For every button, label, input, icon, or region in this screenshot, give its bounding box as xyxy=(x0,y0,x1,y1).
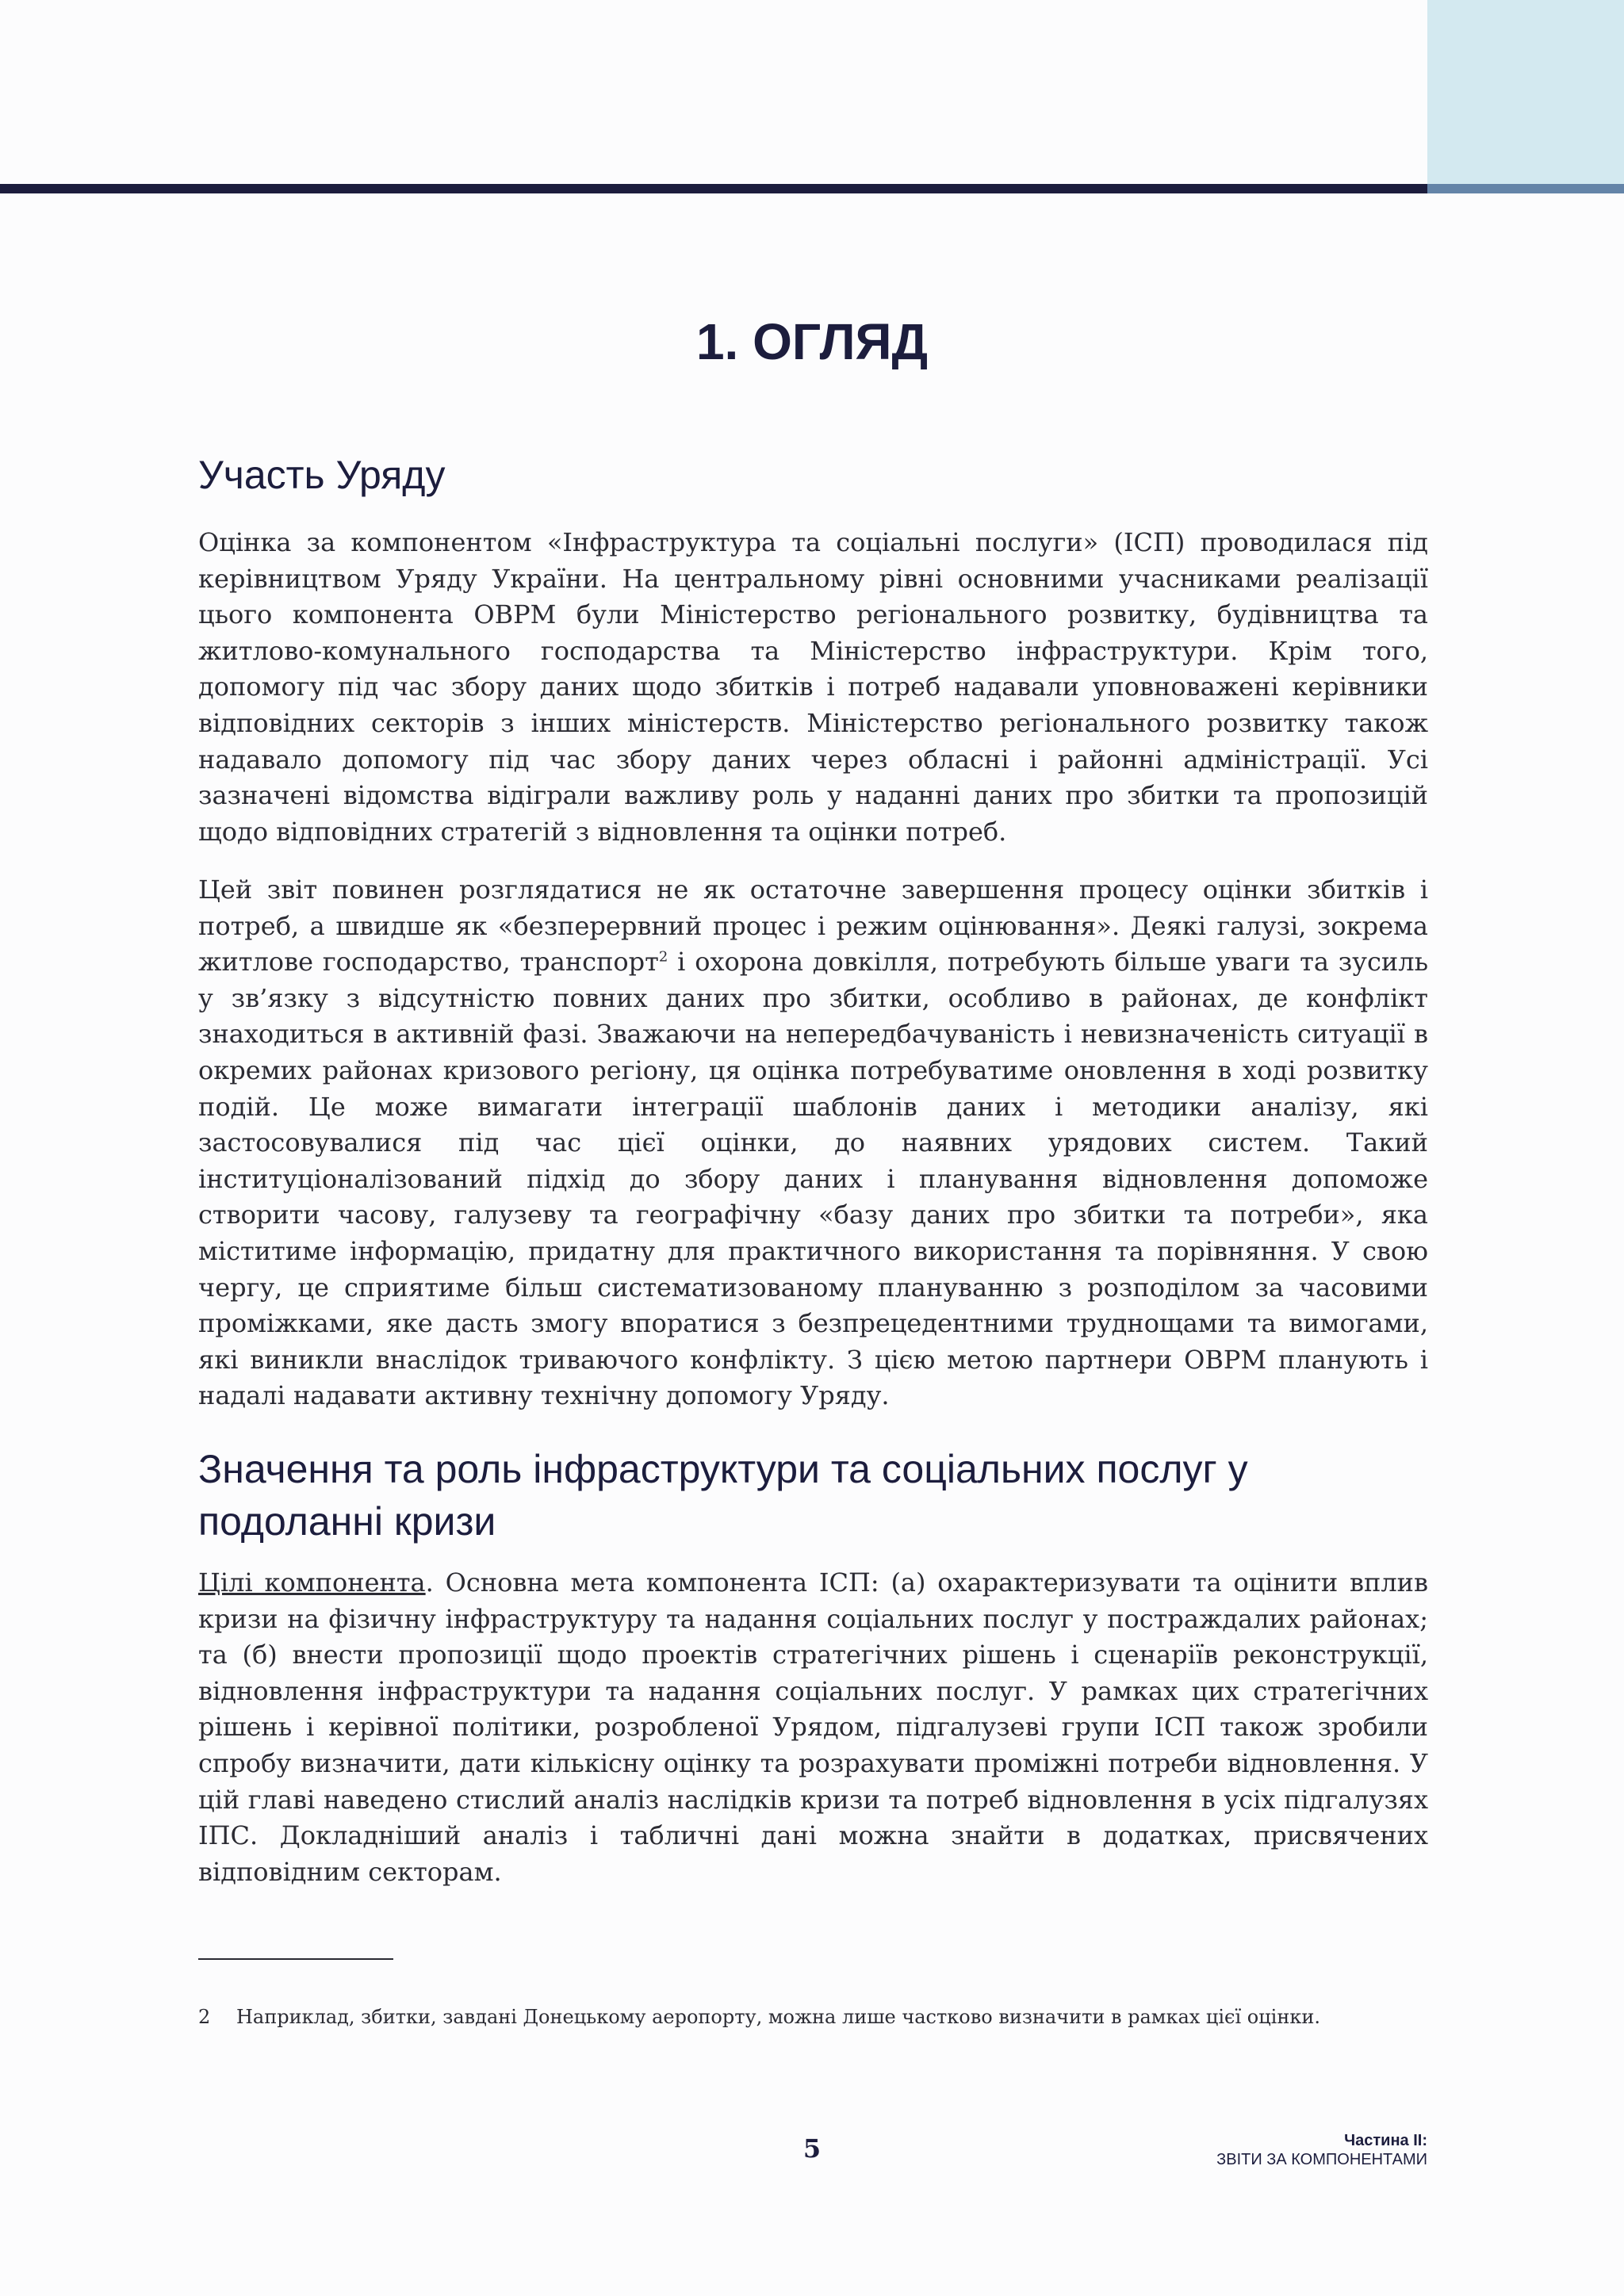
header-rule-accent xyxy=(1427,184,1624,193)
header-corner-block xyxy=(1427,0,1624,184)
header-rule xyxy=(0,184,1427,193)
footer-part-label: Частина II: xyxy=(1344,2132,1427,2149)
paragraph-text: . Основна мета компонента ІСП: (а) охарактеризувати та оцінити вплив кризи на фізичну інфраструктуру та надання соціальних послуг у постраждалих районах; та (б) внести пропозиції щодо проектів стратегічних рішень і сценаріїв реконструкції, відновлення інфраструктури та надання соціальних послуг. У рамках цих стратегічних рішень і керівної політики, розробленої Урядом, підгалузеві групи ІСП також зробили спробу визначити, дати кількісну оцінку та розрахувати проміжні потреби відновлення. У цій главі наведено стислий аналіз наслідків кризи та потреб відновлення в усіх підгалузях ІПС. Докладніший аналіз і табличні дані можна знайти в додатках, присвячених відповідним секторам. xyxy=(198,1567,1429,1887)
footnote-text: Наприклад, збитки, завдані Донецькому аеропорту, можна лише частково визначити в рамках цієї оцінки. xyxy=(236,2006,1320,2028)
footnote-number: 2 xyxy=(198,2006,211,2028)
section-heading-government: Участь Уряду xyxy=(198,453,446,497)
running-footer xyxy=(1216,2131,1427,2169)
paragraph-text: Цей звіт повинен розглядатися не як остаточне завершення процесу оцінки збитків і потреб, а швидше як «безперервний процес і режим оцінювання». Деякі галузі, зокрема житлове господарство, транспорт xyxy=(198,874,1428,978)
paragraph-continuous-assessment xyxy=(198,872,1428,1414)
paragraph-government-participation: Оцінка за компонентом «Інфраструктура та соціальні послуги» (ІСП) проводилася під керівництвом Уряду України. На центральному рівні основними учасниками реалізації цього компонента ОВРМ були Міністерство регіонального розвитку, будівництва та житлово-комунального господарства та Міністерство інфраструктури. Крім того, допомогу під час збору даних щодо збитків і потреб надавали уповноважені керівники відповідних секторів з інших міністерств. Міністерство регіонального розвитку також надавало допомогу під час збору даних через обласні і районні адміністрації. Усі зазначені відомства відіграли важливу роль у наданні даних про збитки та пропозицій щодо відповідних стратегій з відновлення та оцінки потреб. xyxy=(198,527,1428,847)
page-number: 5 xyxy=(802,2133,822,2164)
component-goals-label: Цілі компонента xyxy=(198,1567,426,1598)
footnote xyxy=(198,2004,1435,2030)
paragraph-text: і охорона довкілля, потребують більше уваги та зусиль у зв’язку з відсутністю повних даних про збитки, особливо в районах, де конфлікт знаходиться в активній фазі. Зважаючи на непередбачуваність і невизначеність ситуації в окремих районах кризового регіону, ця оцінка потребуватиме оновлення в ході розвитку подій. Це може вимагати інтеграції шаблонів даних і методики аналізу, які застосовувалися під час цієї оцінки, до наявних урядових систем. Такий інституціоналізований підхід до збору даних і планування відновлення допоможе створити часову, галузеву та географічну «базу даних про збитки та потреби», яка міститиме інформацію, придатну для практичного використання та порівняння. У свою чергу, це сприятиме більш систематизованому плануванню з розподілом за часовими проміжками, яке дасть змогу впоратися з безпрецедентними труднощами та вимогами, які виникли внаслідок триваючого конфлікту. З цією метою партнери ОВРМ планують і надалі надавати активну технічну допомогу Уряду. xyxy=(198,947,1429,1411)
chapter-title: 1. ОГЛЯД xyxy=(695,313,929,370)
footnote-separator xyxy=(198,1958,393,1960)
footnote-reference: 2 xyxy=(658,948,668,966)
footer-part-subtitle: ЗВІТИ ЗА КОМПОНЕНТАМИ xyxy=(1216,2151,1427,2168)
paragraph-component-goals xyxy=(198,1565,1428,1890)
section-heading-infrastructure-role: Значення та роль інфраструктури та соціальних послуг у подоланні кризи xyxy=(198,1447,1248,1544)
